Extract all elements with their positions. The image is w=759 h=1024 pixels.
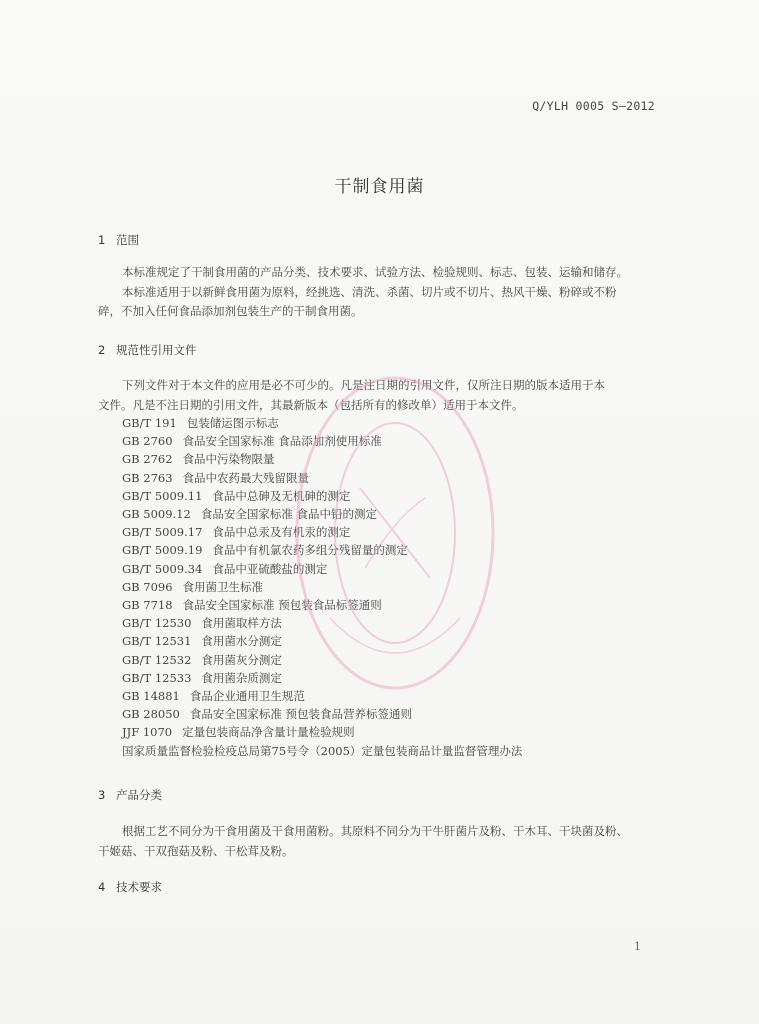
reference-item (122, 469, 522, 487)
section-3-body (98, 822, 660, 861)
reference-title: 食用菌卫生标准 (182, 579, 264, 594)
section-4-heading (98, 879, 162, 895)
section-title: 技术要求 (116, 880, 162, 894)
reference-code: GB/T 5009.34 (122, 561, 203, 576)
reference-code: GB 5009.12 (122, 507, 191, 522)
reference-title: 包装储运图示标志 (186, 416, 279, 430)
reference-code: GB 7718 (122, 598, 173, 613)
paragraph-line: 文件。凡是不注日期的引用文件，其最新版本（包括所有的修改单）适用于本文件。 (98, 397, 524, 412)
reference-item (122, 705, 522, 723)
reference-code: GB/T 5009.19 (122, 543, 203, 558)
reference-title: 食品安全国家标准 食品添加剂使用标准 (182, 434, 382, 449)
reference-title: 食品中农药最大残留限量 (182, 470, 310, 485)
reference-code: GB/T 12531 (122, 634, 192, 649)
reference-title: 食品安全国家标准 食品中铅的测定 (200, 507, 378, 522)
reference-title: 食品中亚硫酸盐的测定 (212, 561, 328, 576)
reference-code: GB 2762 (122, 452, 173, 467)
reference-title: 食品中有机氯农药多组分残留量的测定 (212, 543, 408, 558)
reference-code: JJF 1070 (122, 725, 173, 740)
reference-code: GB/T 5009.11 (122, 488, 203, 503)
reference-item (122, 487, 522, 505)
reference-title: 国家质量监督检验检疫总局第75号令（2005）定量包装商品计量监督管理办法 (122, 743, 523, 758)
reference-title: 食用菌水分测定 (201, 634, 282, 649)
reference-item (122, 414, 522, 432)
reference-title: 食用菌杂质测定 (201, 670, 282, 685)
reference-title: 定量包装商品净含量计量检验规则 (182, 725, 355, 740)
reference-item (122, 632, 522, 650)
reference-list (122, 414, 522, 760)
section-number: 3 (98, 788, 106, 802)
section-number: 2 (98, 343, 106, 357)
reference-title: 食品安全国家标准 预包装食品标签通则 (182, 598, 382, 613)
document-title: 干制食用菌 (334, 177, 425, 197)
section-number: 4 (98, 880, 106, 894)
reference-code: GB 2760 (122, 434, 173, 449)
reference-item (122, 523, 522, 541)
section-title: 产品分类 (116, 788, 162, 802)
section-1-heading (98, 232, 139, 248)
reference-item (122, 578, 522, 596)
reference-item (122, 596, 522, 614)
reference-item (122, 651, 522, 669)
reference-title: 食用菌取样方法 (201, 616, 282, 631)
page-number: 1 (634, 940, 641, 953)
section-1-body (98, 263, 660, 322)
reference-item (122, 432, 522, 450)
reference-item (122, 450, 522, 468)
paragraph-line: 碎，不加入任何食品添加剂包装生产的干制食用菌。 (98, 304, 363, 318)
paragraph-line: 本标准适用于以新鲜食用菌为原料，经挑选、清洗、杀菌、切片或不切片、热风干燥、粉碎或不粉 (122, 284, 617, 299)
reference-code: GB 14881 (122, 689, 180, 704)
reference-title: 食品中总砷及无机砷的测定 (212, 488, 351, 503)
reference-item (122, 541, 522, 559)
reference-item (122, 687, 522, 705)
reference-item (122, 742, 522, 760)
reference-item (122, 669, 522, 687)
section-2-body (98, 376, 660, 415)
reference-title: 食用菌灰分测定 (201, 652, 282, 667)
reference-code: GB/T 5009.17 (122, 525, 203, 540)
standard-code: Q/YLH 0005 S—2012 (532, 99, 655, 113)
reference-code: GB 28050 (122, 707, 180, 722)
reference-title: 食品中总汞及有机汞的测定 (212, 525, 351, 540)
reference-title: 食品安全国家标准 预包装食品营养标签通则 (189, 707, 413, 722)
reference-item (122, 560, 522, 578)
section-3-heading (98, 787, 162, 803)
paragraph-line: 干姬菇、干双孢菇及粉、干松茸及粉。 (98, 843, 294, 858)
section-number: 1 (98, 233, 106, 247)
section-title: 规范性引用文件 (116, 343, 197, 357)
reference-title: 食品中污染物限量 (182, 452, 275, 467)
reference-code: GB 2763 (122, 470, 173, 485)
section-2-heading (98, 342, 197, 358)
paragraph-line: 本标准规定了干制食用菌的产品分类、技术要求、试验方法、检验规则、标志、包装、运输和储存。 (122, 265, 628, 279)
section-title: 范围 (116, 233, 139, 247)
paragraph-line: 下列文件对于本文件的应用是必不可少的。凡是注日期的引用文件，仅所注日期的版本适用于本 (122, 378, 605, 392)
reference-code: GB/T 12533 (122, 670, 192, 685)
reference-code: GB/T 12532 (122, 652, 192, 667)
reference-item (122, 614, 522, 632)
reference-code: GB 7096 (122, 579, 173, 594)
paragraph-line: 根据工艺不同分为干食用菌及干食用菌粉。其原料不同分为干牛肝菌片及粉、干木耳、干块菌及粉、 (122, 824, 628, 838)
reference-item (122, 723, 522, 741)
reference-title: 食品企业通用卫生规范 (189, 689, 305, 704)
reference-code: GB/T 191 (122, 416, 177, 430)
reference-code: GB/T 12530 (122, 616, 192, 631)
reference-item (122, 505, 522, 523)
